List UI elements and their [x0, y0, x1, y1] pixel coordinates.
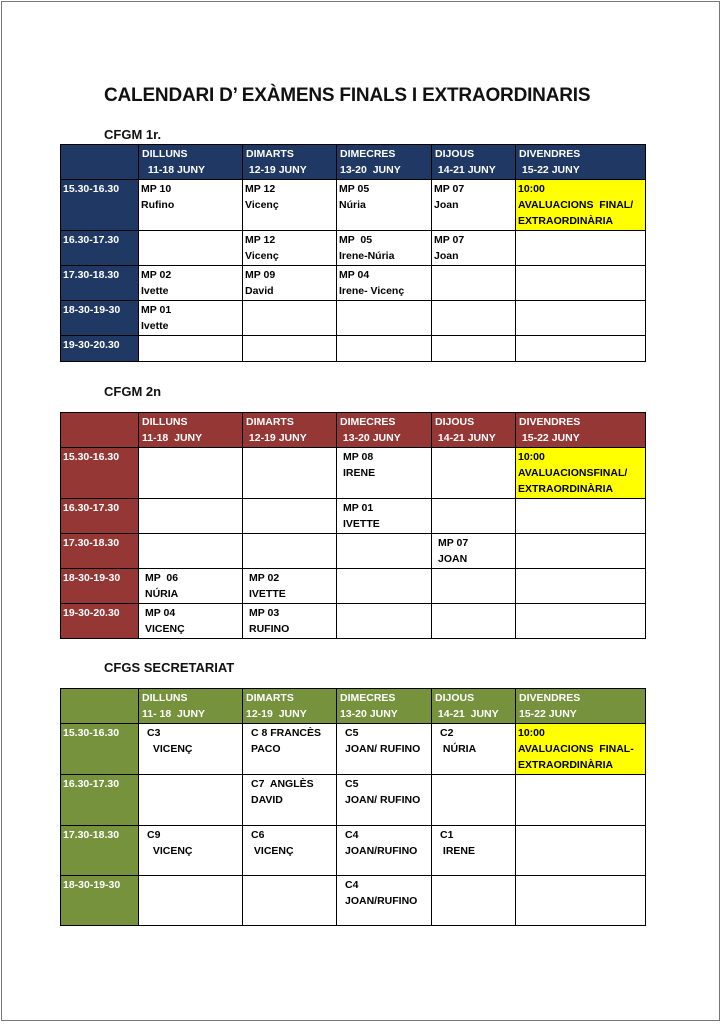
time-label: 17.30-18.30 [63, 829, 120, 841]
teacher-name: NÚRIA [440, 743, 477, 755]
exam-cell [243, 180, 337, 231]
day-dates: 15-22 JUNY [519, 708, 577, 720]
module-code: MP 12 [245, 234, 276, 246]
module-code: C 8 FRANCÈS [251, 727, 322, 739]
day-dates: 11- 18 JUNY [142, 708, 206, 720]
teacher-name: IVETTE [249, 588, 286, 600]
schedule-table-cfgm-2n [60, 412, 646, 639]
exam-cell [432, 231, 516, 266]
exam-cell [337, 775, 432, 826]
day-dates: 14-21 JUNY [435, 164, 496, 176]
header-dimecres [337, 145, 432, 180]
header-row [61, 145, 646, 180]
day-name: DIMECRES [340, 148, 396, 160]
teacher-name: RUFINO [249, 623, 290, 635]
teacher-name: IRENE [440, 845, 476, 857]
schedule-table-cfgs-secretariat [60, 688, 646, 926]
evaluation-line: AVALUACIONS FINAL- [518, 743, 634, 755]
empty-cell [516, 775, 646, 826]
module-code: MP 09 [245, 269, 276, 281]
day-name: DILLUNS [142, 148, 188, 160]
empty-cell [432, 301, 516, 336]
exam-cell [243, 266, 337, 301]
evaluation-line: AVALUACIONS FINAL/ [518, 199, 634, 211]
empty-cell [337, 569, 432, 604]
exam-cell [337, 266, 432, 301]
evaluation-line: EXTRAORDINÀRIA [518, 759, 614, 771]
empty-cell [432, 266, 516, 301]
teacher-name: PACO [251, 743, 281, 755]
empty-cell [337, 604, 432, 639]
table-row [61, 775, 646, 826]
exam-cell [337, 231, 432, 266]
exam-cell [243, 569, 337, 604]
time-slot [61, 301, 139, 336]
exam-cell [337, 876, 432, 926]
empty-cell [432, 448, 516, 499]
empty-cell [139, 534, 243, 569]
time-label: 15.30-16.30 [63, 727, 120, 739]
teacher-name: Ivette [141, 320, 169, 332]
day-dates: 15-22 JUNY [519, 164, 580, 176]
empty-cell [516, 301, 646, 336]
header-divendres [516, 145, 646, 180]
empty-cell [243, 876, 337, 926]
exam-cell [243, 775, 337, 826]
teacher-name: JOAN/RUFINO [345, 895, 418, 907]
day-name: DIJOUS [435, 416, 475, 428]
table-row [61, 604, 646, 639]
empty-cell [516, 499, 646, 534]
header-dilluns [139, 689, 243, 724]
empty-cell [432, 499, 516, 534]
day-dates: 13-20 JUNY [340, 708, 398, 720]
table-row [61, 499, 646, 534]
empty-cell [516, 604, 646, 639]
exam-cell [243, 724, 337, 775]
time-slot [61, 724, 139, 775]
header-row [61, 689, 646, 724]
time-slot [61, 775, 139, 826]
exam-cell [337, 724, 432, 775]
time-slot [61, 569, 139, 604]
teacher-name: JOAN/RUFINO [345, 845, 418, 857]
exam-cell [337, 499, 432, 534]
teacher-name: VICENÇ [251, 845, 294, 857]
table-row [61, 569, 646, 604]
table-row [61, 266, 646, 301]
section-label: CFGS SECRETARIAT [104, 660, 235, 675]
day-name: DIMARTS [246, 416, 294, 428]
empty-cell [243, 534, 337, 569]
teacher-name: Vicenç [245, 199, 279, 211]
day-name: DIMECRES [340, 692, 396, 704]
module-code: C1 [440, 829, 454, 841]
module-code: MP 07 [434, 234, 465, 246]
teacher-name: Ivette [141, 285, 169, 297]
teacher-name: IRENE [343, 467, 376, 479]
empty-cell [243, 448, 337, 499]
day-dates: 15-22 JUNY [519, 432, 580, 444]
time-slot [61, 336, 139, 362]
teacher-name: DAVID [251, 794, 283, 806]
module-code: MP 01 [141, 304, 172, 316]
table-row [61, 724, 646, 775]
evaluation-cell [516, 448, 646, 499]
time-slot [61, 604, 139, 639]
day-name: DIMECRES [340, 416, 396, 428]
table-row [61, 180, 646, 231]
empty-cell [432, 604, 516, 639]
time-slot [61, 534, 139, 569]
teacher-name: JOAN/ RUFINO [345, 794, 421, 806]
teacher-name: VICENÇ [147, 845, 193, 857]
evaluation-line: 10:00 [518, 727, 545, 739]
teacher-name: NÚRIA [145, 588, 179, 600]
header-dimecres [337, 413, 432, 448]
evaluation-line: EXTRAORDINÀRIA [518, 483, 614, 495]
page-title: CALENDARI D’ EXÀMENS FINALS I EXTRAORDINARIS [104, 85, 591, 106]
header-corner [61, 145, 139, 180]
empty-cell [516, 826, 646, 876]
day-dates: 12-19 JUNY [246, 164, 307, 176]
empty-cell [139, 336, 243, 362]
header-dimarts [243, 413, 337, 448]
teacher-name: Vicenç [245, 250, 279, 262]
exam-cell [432, 180, 516, 231]
section-label: CFGM 2n [104, 384, 162, 399]
module-code: C2 [440, 727, 454, 739]
day-dates: 12-19 JUNY [246, 708, 307, 720]
module-code: MP 01 [343, 502, 374, 514]
module-code: MP 10 [141, 183, 172, 195]
empty-cell [139, 448, 243, 499]
time-label: 17.30-18.30 [63, 537, 120, 549]
empty-cell [243, 499, 337, 534]
module-code: MP 04 [145, 607, 176, 619]
empty-cell [516, 876, 646, 926]
exam-cell [139, 301, 243, 336]
exam-cell [432, 534, 516, 569]
teacher-name: David [245, 285, 274, 297]
table-row [61, 826, 646, 876]
header-dijous [432, 689, 516, 724]
empty-cell [432, 569, 516, 604]
day-name: DIJOUS [435, 692, 475, 704]
header-dilluns [139, 413, 243, 448]
exam-cell [243, 604, 337, 639]
exam-cell [432, 826, 516, 876]
module-code: C4 [345, 879, 359, 891]
day-dates: 14-21 JUNY [435, 432, 496, 444]
time-label: 15.30-16.30 [63, 183, 120, 195]
time-label: 17.30-18.30 [63, 269, 120, 281]
time-label: 16.30-17.30 [63, 502, 120, 514]
header-corner [61, 689, 139, 724]
empty-cell [516, 266, 646, 301]
teacher-name: Irene- Vicenç [339, 285, 405, 297]
day-name: DIMARTS [246, 692, 294, 704]
empty-cell [139, 775, 243, 826]
module-code: MP 02 [141, 269, 172, 281]
teacher-name: JOAN [438, 553, 468, 565]
module-code: C5 [345, 778, 359, 790]
day-dates: 12-19 JUNY [246, 432, 307, 444]
module-code: MP 07 [438, 537, 469, 549]
teacher-name: JOAN/ RUFINO [345, 743, 421, 755]
day-name: DIVENDRES [519, 416, 581, 428]
empty-cell [139, 231, 243, 266]
empty-cell [337, 534, 432, 569]
time-label: 16.30-17.30 [63, 234, 120, 246]
teacher-name: Joan [434, 199, 459, 211]
time-slot [61, 180, 139, 231]
module-code: C5 [345, 727, 359, 739]
exam-cell [243, 231, 337, 266]
exam-cell [139, 266, 243, 301]
schedule-table-cfgm-1r [60, 144, 646, 362]
module-code: MP 04 [339, 269, 370, 281]
exam-cell [139, 604, 243, 639]
teacher-name: Joan [434, 250, 459, 262]
day-name: DILLUNS [142, 416, 188, 428]
teacher-name: Rufino [141, 199, 175, 211]
day-name: DIVENDRES [519, 692, 581, 704]
day-dates: 13-20 JUNY [340, 432, 401, 444]
table-row [61, 534, 646, 569]
header-dimarts [243, 145, 337, 180]
evaluation-line: 10:00 [518, 183, 545, 195]
time-slot [61, 231, 139, 266]
day-name: DILLUNS [142, 692, 188, 704]
module-code: C9 [147, 829, 161, 841]
module-code: MP 05 [339, 234, 373, 246]
empty-cell [432, 336, 516, 362]
empty-cell [432, 775, 516, 826]
table-row [61, 231, 646, 266]
time-label: 19-30-20.30 [63, 607, 120, 619]
time-label: 15.30-16.30 [63, 451, 120, 463]
table-row [61, 448, 646, 499]
day-name: DIJOUS [435, 148, 475, 160]
teacher-name: Irene-Núria [339, 250, 395, 262]
evaluation-cell [516, 180, 646, 231]
time-label: 18-30-19-30 [63, 879, 121, 891]
time-slot [61, 448, 139, 499]
exam-cell [337, 180, 432, 231]
empty-cell [516, 569, 646, 604]
exam-cell [139, 826, 243, 876]
header-dimarts [243, 689, 337, 724]
module-code: C7 ANGLÈS [251, 778, 314, 790]
module-code: MP 08 [343, 451, 374, 463]
empty-cell [516, 231, 646, 266]
time-label: 19-30-20.30 [63, 339, 120, 351]
empty-cell [516, 534, 646, 569]
evaluation-line: AVALUACIONSFINAL/ [518, 467, 628, 479]
evaluation-line: EXTRAORDINÀRIA [518, 215, 614, 227]
module-code: MP 06 [145, 572, 179, 584]
section-label: CFGM 1r. [104, 127, 162, 142]
exam-cell [139, 180, 243, 231]
exam-cell [139, 569, 243, 604]
table-row [61, 336, 646, 362]
teacher-name: VICENÇ [147, 743, 193, 755]
module-code: C4 [345, 829, 359, 841]
empty-cell [243, 301, 337, 336]
evaluation-cell [516, 724, 646, 775]
time-slot [61, 499, 139, 534]
module-code: C6 [251, 829, 265, 841]
module-code: MP 05 [339, 183, 370, 195]
day-dates: 13-20 JUNY [340, 164, 401, 176]
table-row [61, 876, 646, 926]
header-dijous [432, 145, 516, 180]
module-code: MP 12 [245, 183, 276, 195]
header-dijous [432, 413, 516, 448]
header-divendres [516, 689, 646, 724]
evaluation-line: 10:00 [518, 451, 545, 463]
time-slot [61, 876, 139, 926]
exam-cell [139, 724, 243, 775]
table-row [61, 301, 646, 336]
header-dimecres [337, 689, 432, 724]
time-label: 18-30-19-30 [63, 572, 121, 584]
module-code: MP 02 [249, 572, 280, 584]
teacher-name: IVETTE [343, 518, 380, 530]
exam-cell [432, 724, 516, 775]
empty-cell [139, 499, 243, 534]
exam-cell [243, 826, 337, 876]
header-corner [61, 413, 139, 448]
module-code: MP 07 [434, 183, 465, 195]
module-code: MP 03 [249, 607, 280, 619]
time-slot [61, 826, 139, 876]
header-divendres [516, 413, 646, 448]
header-dilluns [139, 145, 243, 180]
empty-cell [337, 301, 432, 336]
header-row [61, 413, 646, 448]
module-code: C3 [147, 727, 161, 739]
day-name: DIMARTS [246, 148, 294, 160]
empty-cell [337, 336, 432, 362]
day-name: DIVENDRES [519, 148, 581, 160]
day-dates: 11-18 JUNY [142, 164, 206, 176]
time-label: 18-30-19-30 [63, 304, 121, 316]
day-dates: 14-21 JUNY [435, 708, 499, 720]
time-slot [61, 266, 139, 301]
empty-cell [139, 876, 243, 926]
exam-cell [337, 826, 432, 876]
day-dates: 11-18 JUNY [142, 432, 203, 444]
exam-cell [337, 448, 432, 499]
teacher-name: Núria [339, 199, 366, 211]
empty-cell [516, 336, 646, 362]
time-label: 16.30-17.30 [63, 778, 120, 790]
empty-cell [432, 876, 516, 926]
empty-cell [243, 336, 337, 362]
teacher-name: VICENÇ [145, 623, 185, 635]
